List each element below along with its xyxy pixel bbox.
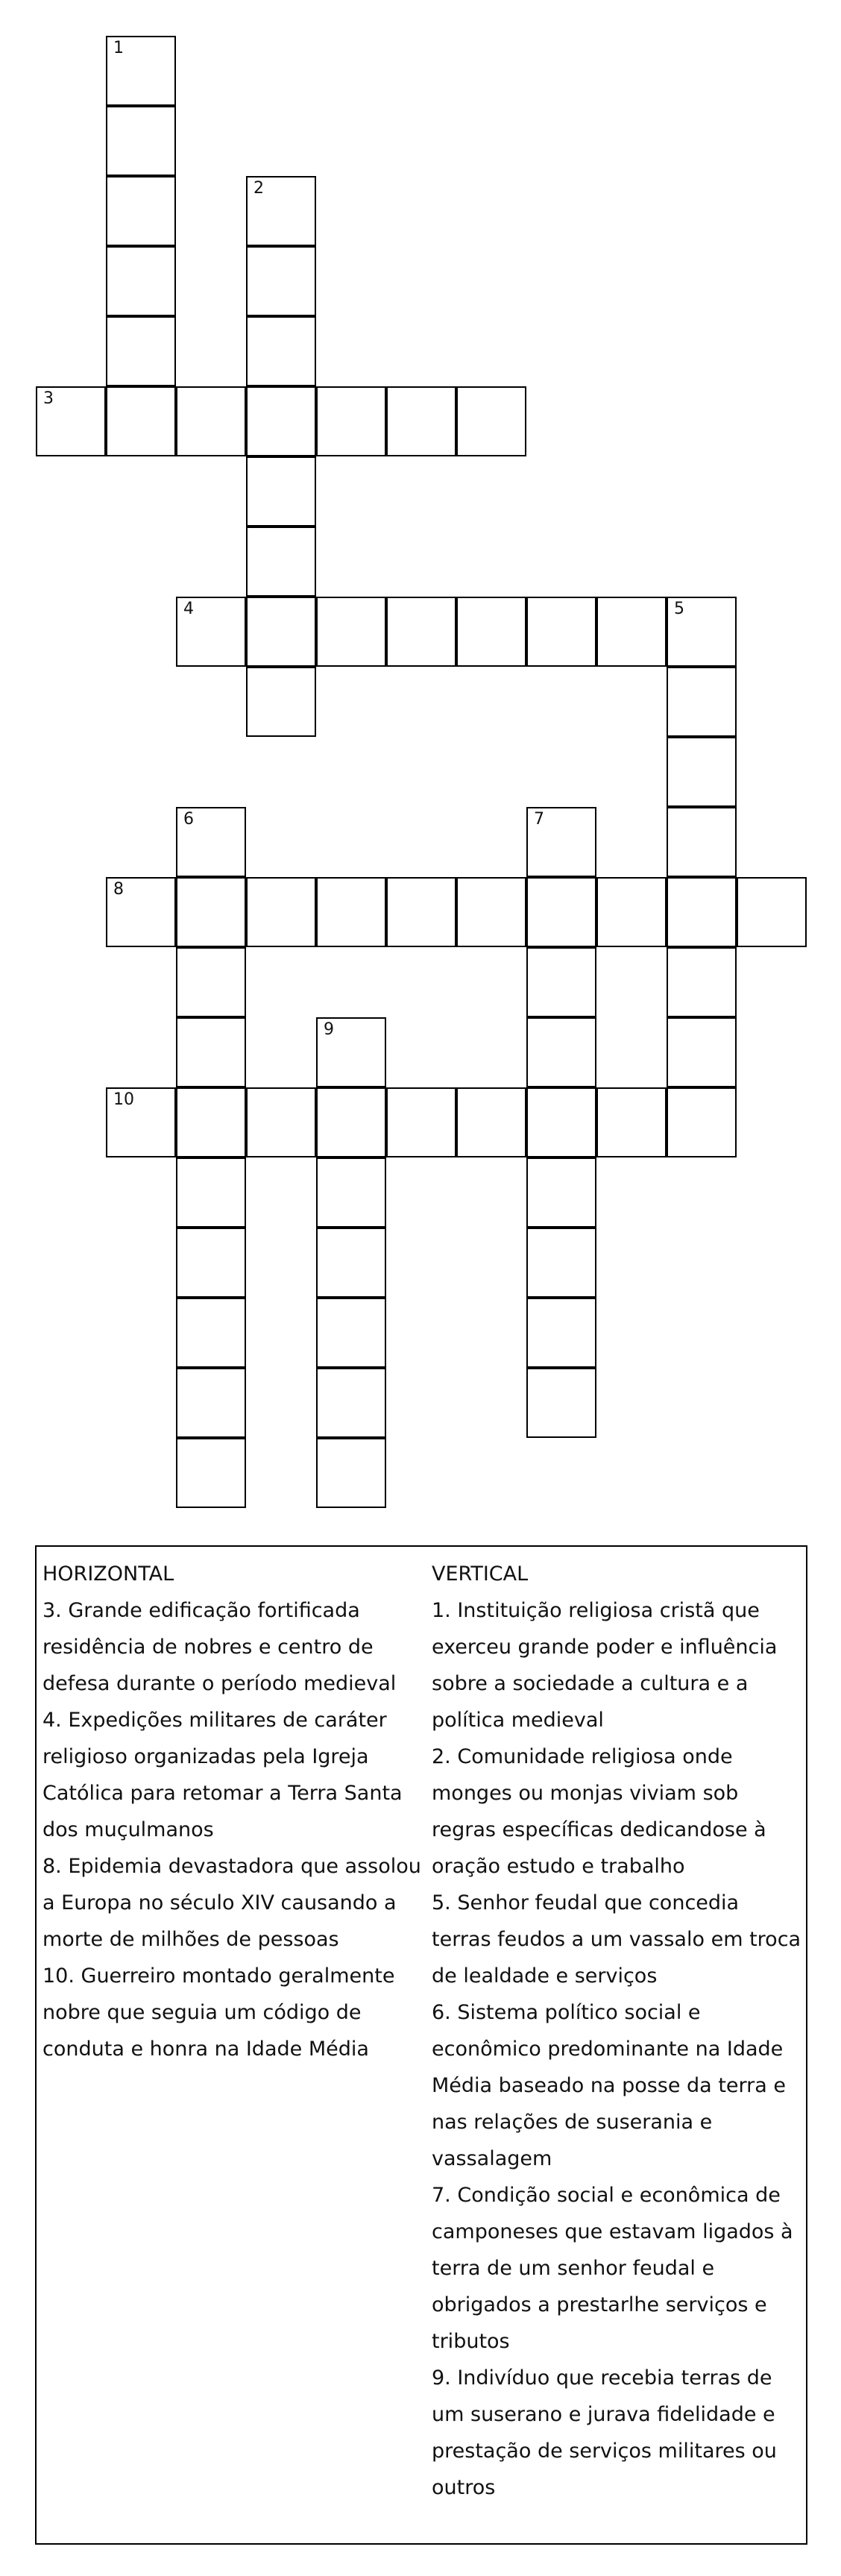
horizontal-heading: HORIZONTAL <box>42 1562 174 1586</box>
clue-number: 1 <box>113 39 124 57</box>
grid-cell[interactable] <box>526 1368 596 1438</box>
grid-cell[interactable] <box>176 1438 246 1508</box>
grid-cell[interactable] <box>316 386 386 456</box>
clues-box <box>35 1545 807 2545</box>
grid-cell[interactable] <box>246 316 316 386</box>
grid-cell[interactable] <box>106 176 176 246</box>
grid-cell[interactable] <box>667 737 737 807</box>
grid-cell[interactable] <box>526 1087 596 1157</box>
grid-cell[interactable] <box>106 877 176 947</box>
grid-cell[interactable] <box>106 316 176 386</box>
grid-cell[interactable] <box>667 1017 737 1087</box>
grid-cell[interactable] <box>526 597 596 667</box>
grid-cell[interactable] <box>246 597 316 667</box>
clue-number: 10 <box>113 1090 134 1109</box>
grid-cell[interactable] <box>106 1087 176 1157</box>
grid-cell[interactable] <box>667 877 737 947</box>
grid-cell[interactable] <box>456 386 526 456</box>
grid-cell[interactable] <box>316 1017 386 1087</box>
grid-cell[interactable] <box>316 1228 386 1298</box>
grid-cell[interactable] <box>737 877 807 947</box>
grid-cell[interactable] <box>316 877 386 947</box>
grid-cell[interactable] <box>316 1157 386 1228</box>
grid-cell[interactable] <box>526 1298 596 1368</box>
grid-cell[interactable] <box>386 877 456 947</box>
clue-number: 2 <box>253 179 264 198</box>
grid-cell[interactable] <box>386 597 456 667</box>
clue-h8: 8. Epidemia devastadora que assolou a Europa no século XIV causando a morte de milhões de pessoas <box>42 1855 421 1951</box>
grid-cell[interactable] <box>526 947 596 1017</box>
grid-cell[interactable] <box>596 877 667 947</box>
grid-cell[interactable] <box>176 1087 246 1157</box>
clue-h10: 10. Guerreiro montado geralmente nobre que seguia um código de conduta e honra na Idade Média <box>42 1964 395 2061</box>
grid-cell[interactable] <box>667 1087 737 1157</box>
grid-cell[interactable] <box>456 597 526 667</box>
grid-cell[interactable] <box>526 1157 596 1228</box>
grid-cell[interactable] <box>246 877 316 947</box>
grid-cell[interactable] <box>316 1087 386 1157</box>
grid-cell[interactable] <box>526 807 596 877</box>
grid-cell[interactable] <box>316 597 386 667</box>
grid-cell[interactable] <box>246 667 316 737</box>
grid-cell[interactable] <box>176 877 246 947</box>
grid-cell[interactable] <box>596 1087 667 1157</box>
grid-cell[interactable] <box>386 386 456 456</box>
grid-cell[interactable] <box>36 386 106 456</box>
grid-cell[interactable] <box>246 386 316 456</box>
clue-number: 7 <box>534 810 544 829</box>
clue-v1: 1. Instituição religiosa cristã que exerceu grande poder e influência sobre a sociedade a cultura e a política medieval <box>432 1599 778 1732</box>
clue-number: 3 <box>43 389 54 408</box>
grid-cell[interactable] <box>176 597 246 667</box>
grid-cell[interactable] <box>456 1087 526 1157</box>
grid-cell[interactable] <box>176 807 246 877</box>
grid-cell[interactable] <box>667 947 737 1017</box>
clue-h4: 4. Expedições militares de caráter religioso organizadas pela Igreja Católica para retomar a Terra Santa dos muçulmanos <box>42 1709 403 1841</box>
grid-cell[interactable] <box>667 667 737 737</box>
grid-cell[interactable] <box>176 1228 246 1298</box>
grid-cell[interactable] <box>667 597 737 667</box>
vertical-clues <box>432 1556 804 2506</box>
grid-cell[interactable] <box>456 877 526 947</box>
clue-number: 9 <box>324 1020 334 1039</box>
grid-cell[interactable] <box>596 597 667 667</box>
grid-cell[interactable] <box>526 1017 596 1087</box>
clue-v7: 7. Condição social e econômica de camponeses que estavam ligados à terra de um senhor feudal e obrigados a prestarlhe serviços e tributos <box>432 2184 793 2353</box>
horizontal-clues <box>42 1556 423 2067</box>
grid-cell[interactable] <box>526 1228 596 1298</box>
clue-v2: 2. Comunidade religiosa onde monges ou monjas viviam sob regras específicas dedicandose à oração estudo e trabalho <box>432 1745 766 1878</box>
grid-cell[interactable] <box>176 1298 246 1368</box>
grid-cell[interactable] <box>176 1017 246 1087</box>
grid-cell[interactable] <box>526 877 596 947</box>
grid-cell[interactable] <box>106 36 176 106</box>
vertical-heading: VERTICAL <box>432 1562 529 1586</box>
clue-v9: 9. Indivíduo que recebia terras de um suserano e jurava fidelidade e prestação de serviços militares ou outros <box>432 2366 777 2499</box>
grid-cell[interactable] <box>106 106 176 176</box>
clue-v5: 5. Senhor feudal que concedia terras feudos a um vassalo em troca de lealdade e serviços <box>432 1891 801 1988</box>
grid-cell[interactable] <box>246 176 316 246</box>
grid-cell[interactable] <box>246 1087 316 1157</box>
grid-cell[interactable] <box>316 1368 386 1438</box>
grid-cell[interactable] <box>246 246 316 316</box>
clue-number: 5 <box>674 600 684 618</box>
grid-cell[interactable] <box>246 527 316 597</box>
grid-cell[interactable] <box>176 386 246 456</box>
grid-cell[interactable] <box>106 246 176 316</box>
clue-h3: 3. Grande edificação fortificada residência de nobres e centro de defesa durante o período medieval <box>42 1599 397 1695</box>
clue-v6: 6. Sistema político social e econômico predominante na Idade Média baseado na posse da terra e nas relações de suserania e vassalagem <box>432 2001 786 2170</box>
grid-cell[interactable] <box>176 1368 246 1438</box>
grid-cell[interactable] <box>316 1298 386 1368</box>
grid-cell[interactable] <box>667 807 737 877</box>
grid-cell[interactable] <box>386 1087 456 1157</box>
grid-cell[interactable] <box>106 386 176 456</box>
grid-cell[interactable] <box>176 1157 246 1228</box>
grid-cell[interactable] <box>176 947 246 1017</box>
clue-number: 8 <box>113 880 124 899</box>
clue-number: 6 <box>183 810 194 829</box>
grid-cell[interactable] <box>246 456 316 527</box>
clue-number: 4 <box>183 600 194 618</box>
grid-cell[interactable] <box>316 1438 386 1508</box>
